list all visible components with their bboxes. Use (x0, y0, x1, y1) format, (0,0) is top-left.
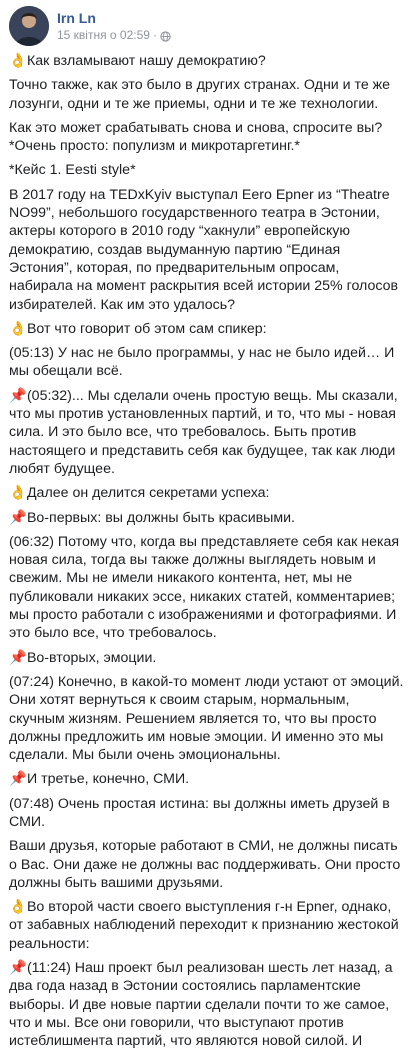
paragraph-text: (05:13) У нас не было программы, у нас не было идей… И мы обещали всё. (9, 345, 395, 380)
post-paragraph (9, 673, 406, 764)
post-paragraph (9, 484, 406, 502)
pushpin-icon: 📌 (9, 649, 27, 666)
paragraph-text: Во второй части своего выступления г-н Epner, однако, от забавных наблюдений переходит к признанию жестокой реальности: (9, 899, 399, 952)
post-paragraph (9, 533, 406, 643)
post-timestamp[interactable]: 15 квітня о 02:59 (57, 28, 150, 42)
post-header (9, 6, 406, 46)
ok-hand-icon: 👌 (9, 899, 27, 916)
post-paragraph (9, 52, 406, 70)
post-timeline (57, 27, 171, 43)
ok-hand-icon: 👌 (9, 320, 27, 337)
paragraph-text: (07:24) Конечно, в какой-то момент люди устают от эмоций. Они хотят вернуться к своим старым, нормальным, скучным жизням. Решением является то, что вы просто должны предложить им новые эмоции. И именно это мы сделали. Мы были очень эмоциональны. (9, 673, 404, 764)
post-body (9, 52, 406, 1051)
paragraph-text: Точно также, как это было в других странах. Одни и те же лозунги, одни и те же приемы, одни и те же технологии. (9, 77, 391, 112)
post-paragraph (9, 161, 406, 179)
post-paragraph (9, 76, 406, 113)
avatar[interactable] (9, 6, 49, 46)
ok-hand-icon: 👌 (9, 485, 27, 502)
post-paragraph (9, 119, 406, 156)
post-paragraph (9, 959, 406, 1050)
ok-hand-icon: 👌 (9, 53, 27, 69)
post-paragraph (9, 795, 406, 832)
post-paragraph (9, 770, 406, 788)
paragraph-text: (06:32) Потому что, когда вы представляете себя как некая новая сила, тогда вы также должны выглядеть новым и свежим. Мы не имели никакого контента, нет, мы не публиковали никаких эссе, никаких статей, комментариев; мы просто работали с изображениями и фотографиями. И это было все, что требовалось. (9, 533, 400, 642)
paragraph-text: Как это может срабатывать снова и снова, спросите вы? *Очень просто: популизм и микротаргетинг.* (9, 119, 383, 155)
post-paragraph (9, 387, 406, 478)
paragraph-text: В 2017 году на TEDxKyiv выступал Eero Epner из “Theatre NO99”, небольшого государственного театра в Эстонии, актеры которого в 2010 году “хакнули” европейскую демократию, создав выдуманную партию “Единая Эстония”, которая, по предварительным опросам, набирала на момент раскрытия всей истории 25% голосов избирателей. Как им это удалось? (9, 186, 399, 313)
post-paragraph (9, 344, 406, 381)
pushpin-icon: 📌 (9, 771, 27, 788)
avatar-image (9, 6, 49, 46)
paragraph-text: И третье, конечно, СМИ. (26, 771, 190, 788)
pushpin-icon: 📌 (9, 509, 27, 526)
post-paragraph (9, 186, 406, 314)
post-paragraph (9, 898, 406, 953)
post-paragraph (9, 320, 406, 338)
pushpin-icon: 📌 (9, 960, 27, 977)
paragraph-text: Ваши друзья, которые работают в СМИ, не должны писать о Вас. Они даже не должны вас поддерживать. Они просто должны быть вашими друзьями. (9, 838, 401, 891)
author-name[interactable]: Irn Ln (57, 10, 96, 26)
post-paragraph (9, 509, 406, 527)
globe-icon[interactable] (160, 30, 171, 41)
post-meta (57, 9, 171, 43)
pushpin-icon: 📌 (9, 387, 27, 404)
separator-dot: · (152, 28, 157, 42)
paragraph-text: Как взламывают нашу демократию? (26, 53, 266, 69)
paragraph-text: (11:24) Наш проект был реализован шесть лет назад, а два года назад в Эстонии состоялись парламентские выборы. И две новые партии сделали почти то же самое, что и мы. Все они говорили, что выступают против истеблишмента партий, что являются новой силой. И (9, 960, 393, 1050)
paragraph-text: Вот что говорит об этом сам спикер: (26, 320, 267, 337)
paragraph-text: Во-первых: вы должны быть красивыми. (26, 509, 295, 526)
post-paragraph (9, 649, 406, 667)
paragraph-text: *Кейс 1. Eesti style* (9, 162, 136, 179)
paragraph-text: Далее он делится секретами успеха: (26, 485, 270, 502)
paragraph-text: (05:32)... Мы сделали очень простую вещь. Мы сказали, что мы против установленных партий, и то, что мы - новая сила. И это было все, что требовалось. Быть против настоящего и представить себя как будущее, так как люди любят будущее. (9, 387, 398, 477)
paragraph-text: (07:48) Очень простая истина: вы должны иметь друзей в СМИ. (9, 795, 390, 830)
paragraph-text: Во-вторых, эмоции. (26, 649, 157, 666)
post-paragraph (9, 837, 406, 892)
